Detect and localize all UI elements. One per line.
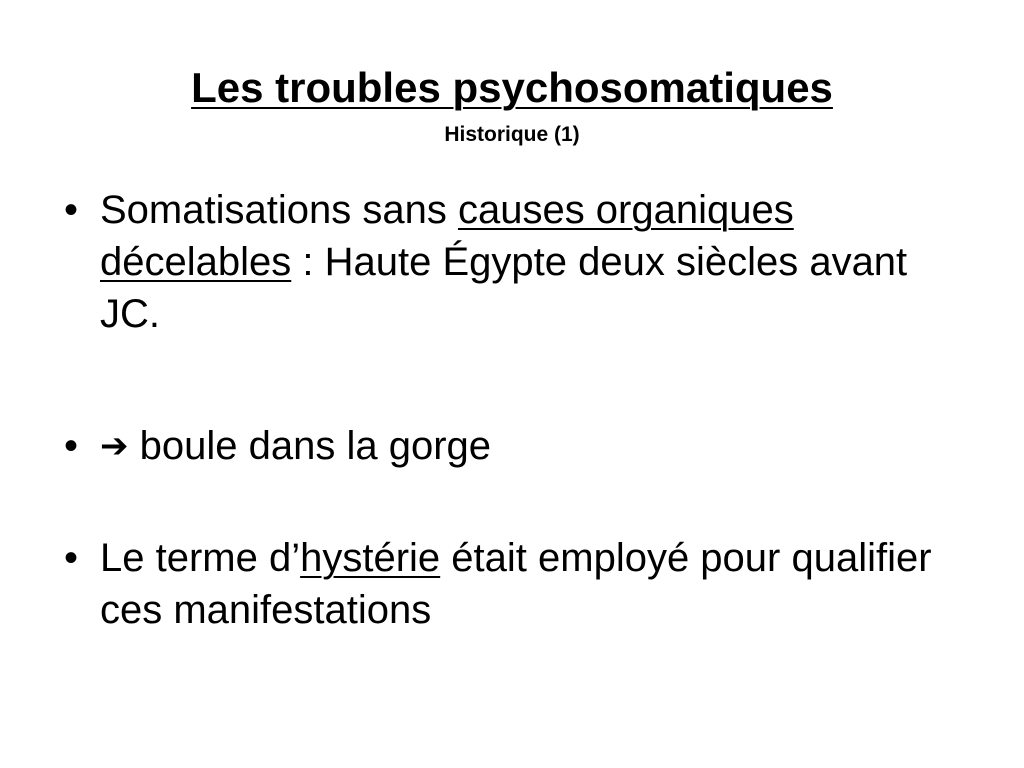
bullet-text-underlined: hystérie <box>300 536 441 580</box>
bullet-text-plain: était employé pour qualifier ces manifestations <box>100 536 932 632</box>
slide-subtitle: Historique (1) <box>444 123 580 146</box>
bullet-text-plain: boule dans la gorge <box>128 424 491 468</box>
bullet-text-underlined: causes organiques décelables <box>100 188 794 284</box>
bullet-text-plain: Le terme d’ <box>100 536 301 580</box>
bullet-item <box>56 532 956 636</box>
slide-title: Les troubles psychosomatiques <box>191 64 833 111</box>
bullet-text-plain: Somatisations sans <box>100 188 458 232</box>
bullet-list <box>56 184 956 636</box>
bullet-dot-icon: • <box>63 536 78 580</box>
right-arrow-icon: ➔ <box>100 426 129 466</box>
bullet-text-plain: : Haute Égypte deux siècles avant JC. <box>100 240 908 336</box>
bullet-item <box>56 420 956 472</box>
bullet-item <box>56 184 956 340</box>
bullet-dot-icon: • <box>63 188 78 232</box>
bullet-dot-icon: • <box>63 424 78 468</box>
